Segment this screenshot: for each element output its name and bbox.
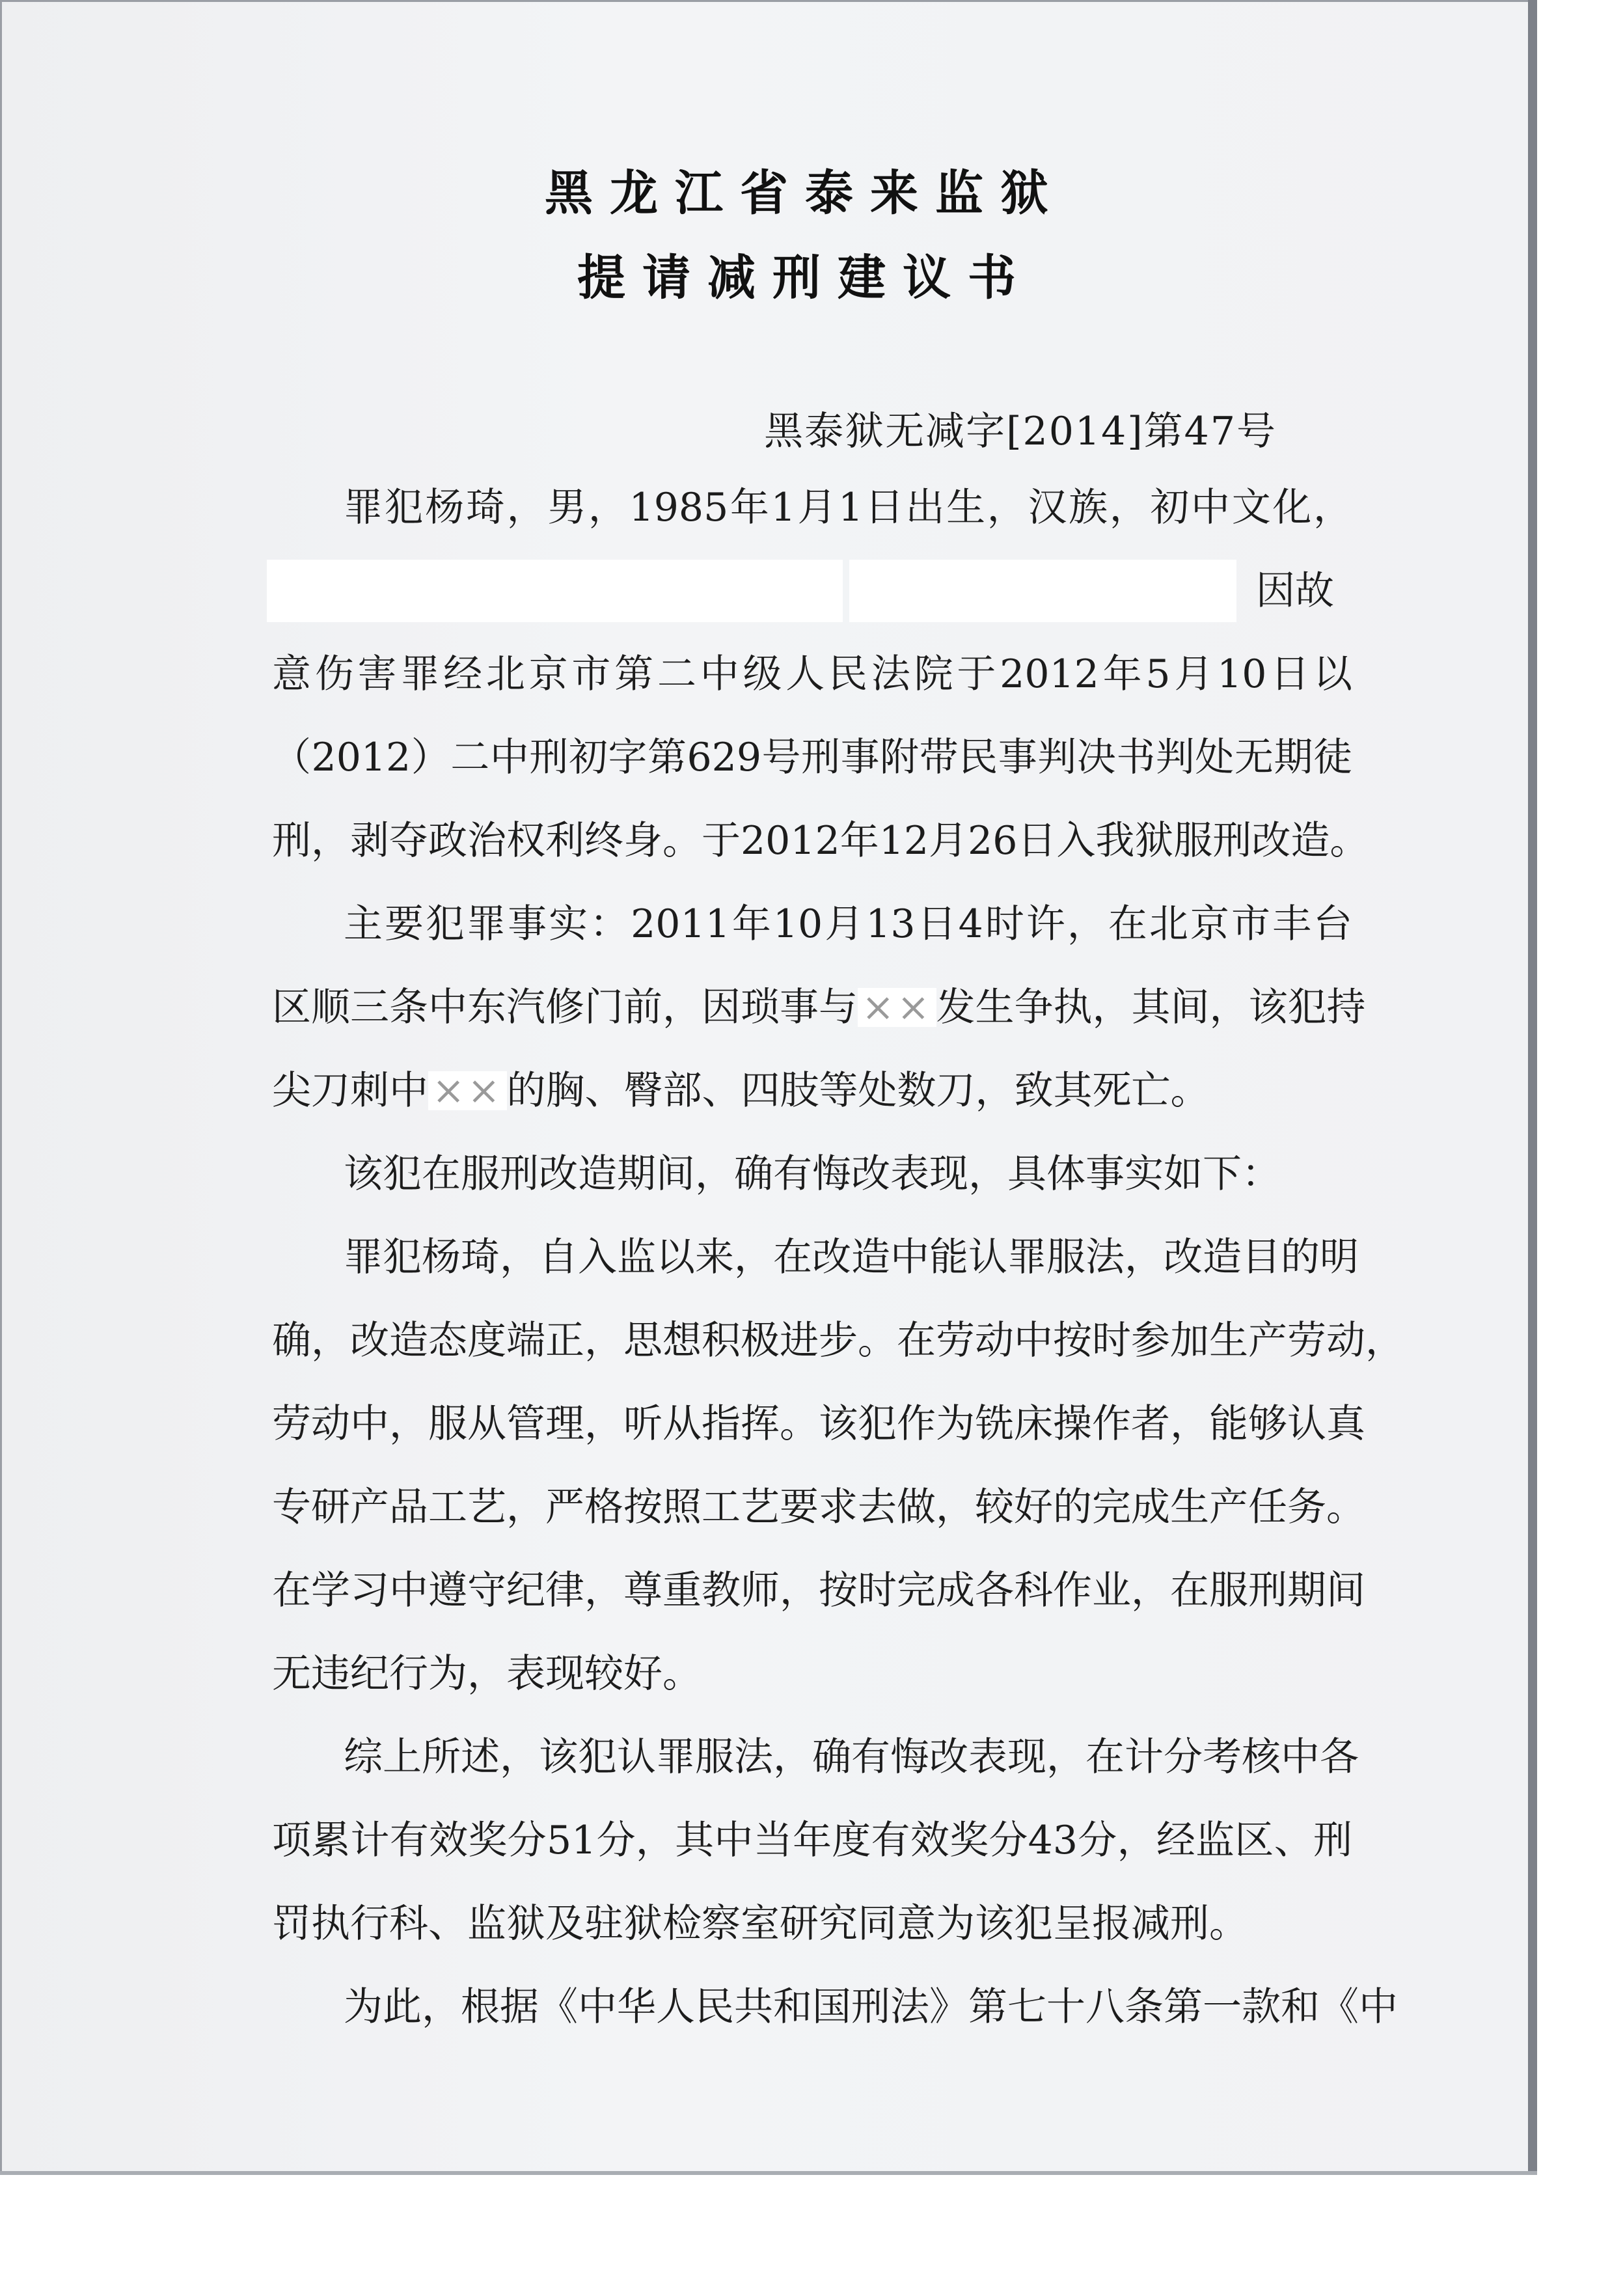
body-line-with-redaction bbox=[272, 1068, 1352, 1114]
body-line: 确，改造态度端正，思想积极进步。在劳动中按时参加生产劳动， bbox=[272, 1318, 1404, 1363]
redaction-mark: ×× bbox=[858, 988, 936, 1027]
redaction-mark: ×× bbox=[428, 1071, 507, 1110]
document-number: 黑泰狱无减字[2014]第47号 bbox=[764, 409, 1277, 454]
body-line: 罪犯杨琦，自入监以来，在改造中能认罪服法，改造目的明 bbox=[344, 1235, 1359, 1280]
body-line-with-redaction bbox=[272, 985, 1366, 1030]
line-segment: 区顺三条中东汽修门前，因琐事与 bbox=[272, 985, 858, 1030]
body-line: 项累计有效奖分51分，其中当年度有效奖分43分，经监区、刑 bbox=[272, 1818, 1352, 1863]
body-line: 因故 bbox=[1256, 568, 1334, 614]
body-line: 专研产品工艺，严格按照工艺要求去做，较好的完成生产任务。 bbox=[272, 1484, 1365, 1530]
scan-edge-right bbox=[1528, 0, 1537, 2175]
line-segment: 尖刀刺中 bbox=[272, 1068, 428, 1114]
body-line: 该犯在服刑改造期间，确有悔改表现，具体事实如下： bbox=[344, 1151, 1281, 1197]
line-segment: 发生争执，其间，该犯持 bbox=[936, 985, 1366, 1030]
body-line: 在学习中遵守纪律，尊重教师，按时完成各科作业，在服刑期间 bbox=[272, 1568, 1365, 1613]
body-line: （2012）二中刑初字第629号刑事附带民事判决书判处无期徒 bbox=[272, 735, 1352, 780]
body-line: 刑，剥夺政治权利终身。于2012年12月26日入我狱服刑改造。 bbox=[272, 818, 1369, 864]
redaction-bar bbox=[849, 560, 1236, 622]
body-line: 主要犯罪事实：2011年10月13日4时许，在北京市丰台 bbox=[344, 901, 1352, 947]
redaction-bar bbox=[267, 560, 843, 622]
line-segment: 的胸、臀部、四肢等处数刀，致其死亡。 bbox=[506, 1068, 1210, 1114]
body-line: 罚执行科、监狱及驻狱检察室研究同意为该犯呈报减刑。 bbox=[272, 1901, 1248, 1947]
scan-edge-bottom bbox=[0, 2171, 1537, 2175]
document-title-line2: 提请减刑建议书 bbox=[577, 250, 1033, 306]
body-line: 罪犯杨琦，男，1985年1月1日出生，汉族，初中文化， bbox=[344, 485, 1352, 530]
body-line: 为此，根据《中华人民共和国刑法》第七十八条第一款和《中 bbox=[344, 1984, 1398, 2030]
document-title-line1: 黑龙江省泰来监狱 bbox=[545, 165, 1065, 221]
body-line: 综上所述，该犯认罪服法，确有悔改表现，在计分考核中各 bbox=[344, 1734, 1359, 1780]
body-line: 无违纪行为，表现较好。 bbox=[272, 1651, 702, 1697]
body-line: 劳动中，服从管理，听从指挥。该犯作为铣床操作者，能够认真 bbox=[272, 1401, 1365, 1447]
body-line: 意伤害罪经北京市第二中级人民法院于2012年5月10日以 bbox=[272, 651, 1352, 697]
